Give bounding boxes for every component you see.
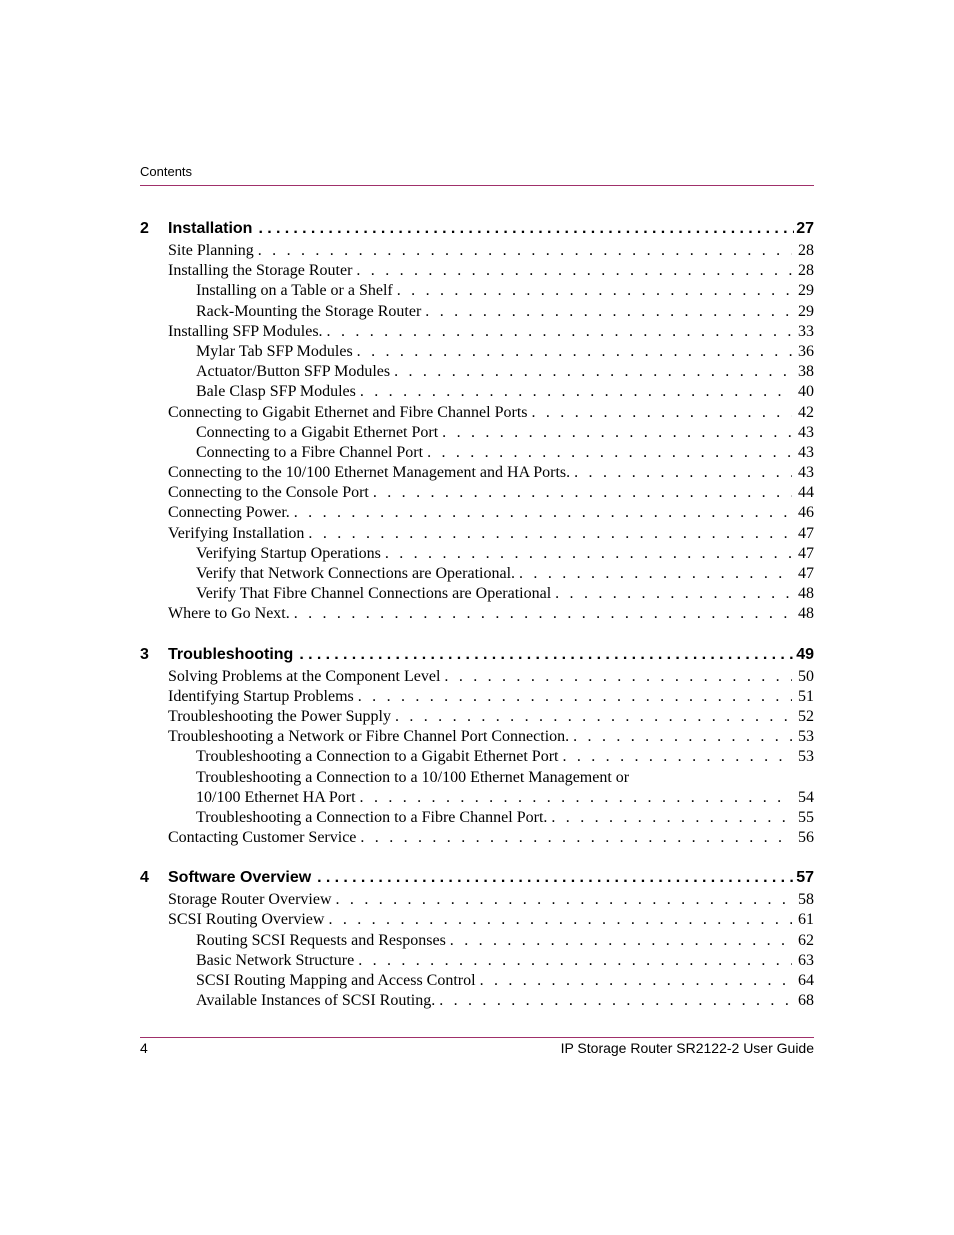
toc-entry-title: Connecting to Gigabit Ethernet and Fibre Channel Ports [168,403,528,421]
toc-entry-title: Contacting Customer Service [168,829,357,847]
toc-entry[interactable] [168,604,814,624]
toc-entry[interactable] [168,261,814,281]
toc-entry[interactable] [196,423,814,443]
toc-entry[interactable] [168,828,814,848]
toc-entry-title: Rack-Mounting the Storage Router [196,302,422,320]
toc-entry-title: Troubleshooting the Power Supply [168,707,391,725]
toc-entry-page: 56 [798,829,814,847]
dot-leader [258,217,794,241]
toc-entry-title: Available Instances of SCSI Routing. [196,992,436,1010]
toc-entry-title: Identifying Startup Problems [168,687,354,705]
toc-entry-title: Solving Problems at the Component Level [168,667,441,685]
dot-leader [519,564,792,584]
dot-leader [555,584,792,604]
toc-entry-page: 63 [798,951,814,969]
toc-entry[interactable] [196,951,814,971]
toc-entry[interactable] [168,524,814,544]
running-header: Contents [140,164,193,179]
toc-entry-page: 52 [798,707,814,725]
toc-entry-page: 42 [798,403,814,421]
toc-entry[interactable] [196,362,814,382]
toc-entry[interactable] [168,463,814,483]
toc-entry[interactable] [196,302,814,322]
toc-entry-title: Verifying Installation [168,524,305,542]
toc-entry-page: 48 [798,605,814,623]
toc-entry-page: 53 [798,748,814,766]
toc-entry-page: 28 [798,262,814,280]
toc-entry[interactable] [196,808,814,828]
dot-leader [444,667,792,687]
dot-leader [308,524,792,544]
toc-entry-title: Verify that Network Connections are Operational. [196,565,516,582]
toc-entry-title-line1[interactable]: Troubleshooting a Connection to a 10/100 Ethernet Management or [196,768,630,786]
toc-entry[interactable] [168,687,814,707]
toc-entry[interactable] [168,241,814,261]
toc-entry[interactable] [196,443,814,463]
toc-entry-title: Installing the Storage Router [168,262,353,280]
dot-leader [394,362,792,382]
toc-entry-title: Connecting to a Fibre Channel Port [196,443,424,461]
toc-entry[interactable] [168,667,814,687]
toc-entry-page: 61 [798,911,814,929]
toc-entry-page: 47 [798,544,814,562]
toc-entry-title: Basic Network Structure [196,951,355,969]
toc-entry[interactable] [168,483,814,503]
dot-leader [397,281,792,301]
chapter-page: 57 [796,869,814,887]
toc-entry-title: 10/100 Ethernet HA Port [196,788,356,806]
toc-entry-page: 28 [798,242,814,259]
toc-entry[interactable] [168,890,814,910]
document-title: IP Storage Router SR2122-2 User Guide [560,1040,814,1056]
toc-entry-page: 54 [798,788,814,806]
toc-entry[interactable] [196,281,814,301]
toc-entry[interactable] [196,991,814,1011]
toc-entry[interactable] [168,707,814,727]
toc-entry-title: Verify That Fibre Channel Connections are Operational [196,585,552,603]
toc-entry-page: 47 [798,524,814,542]
dot-leader [360,382,792,402]
dot-leader [328,910,792,930]
toc-entry-page: 68 [798,992,814,1010]
toc-entry-page: 43 [798,443,814,461]
toc-entry[interactable] [196,382,814,402]
toc-entry[interactable] [196,564,814,584]
dot-leader [258,241,792,261]
dot-leader [427,443,792,463]
table-of-contents [140,217,814,1029]
toc-entry-title: Connecting to the Console Port [168,484,369,502]
chapter-page: 49 [796,645,814,663]
toc-entry[interactable] [196,971,814,991]
dot-leader [357,342,792,362]
dot-leader [573,727,792,747]
header-rule [140,185,814,186]
chapter-3 [140,643,814,849]
chapter-4 [140,866,814,1011]
dot-leader [480,971,792,991]
chapter-2 [140,217,814,625]
toc-entry-page: 43 [798,423,814,441]
toc-entry-page: 64 [798,972,814,989]
dot-leader [551,808,792,828]
dot-leader [336,890,792,910]
toc-entry-page: 62 [798,931,814,949]
dot-leader [360,788,792,808]
toc-entry-page: 55 [798,808,814,826]
page-number: 4 [140,1040,148,1056]
chapter-title: Software Overview [168,869,312,887]
dot-leader [358,951,792,971]
toc-entry-page: 44 [798,484,814,502]
toc-entry-page: 47 [798,565,814,582]
toc-entry-title: Storage Router Overview [168,891,332,909]
toc-entry-title: Mylar Tab SFP Modules [196,342,353,360]
toc-entry-page: 33 [798,322,814,340]
dot-leader [358,687,792,707]
toc-entry-title: SCSI Routing Mapping and Access Control [196,972,476,989]
chapter-number: 2 [140,220,149,237]
toc-entry-title: Verifying Startup Operations [196,544,381,562]
toc-entry-page: 36 [798,342,814,360]
toc-entry-page: 29 [798,302,814,320]
dot-leader [395,707,792,727]
toc-entry-title: Where to Go Next. [168,605,290,623]
chapter-heading[interactable] [140,866,814,890]
toc-entry[interactable] [196,584,814,604]
dot-leader [294,604,792,624]
toc-entry-title: Connecting to the 10/100 Ethernet Management and HA Ports. [168,464,571,482]
footer-rule [140,1037,814,1038]
toc-entry-page: 38 [798,363,814,381]
toc-entry[interactable] [168,910,814,930]
toc-entry-title: Actuator/Button SFP Modules [196,363,391,381]
dot-leader [299,643,794,667]
toc-entry-page: 40 [798,383,814,401]
toc-entry-page: 50 [798,667,814,685]
toc-entry-page: 46 [798,504,814,522]
chapter-title: Troubleshooting [168,645,294,663]
toc-entry-title: Installing SFP Modules. [168,322,323,340]
toc-entry-title: Troubleshooting a Connection to a Fibre Channel Port. [196,808,548,826]
chapter-page: 27 [796,220,814,237]
toc-entry[interactable] [196,931,814,951]
toc-entry-title: Connecting Power. [168,504,290,522]
dot-leader [439,991,792,1011]
toc-entry[interactable] [196,788,814,808]
dot-leader [294,503,792,523]
toc-entry[interactable] [196,342,814,362]
dot-leader [360,828,792,848]
toc-entry-page: 48 [798,585,814,603]
toc-entry[interactable] [168,503,814,523]
dot-leader [574,463,792,483]
chapter-heading[interactable] [140,643,814,667]
toc-entry-title: Troubleshooting a Connection to a Gigabit Ethernet Port [196,748,559,766]
toc-entry-page: 43 [798,464,814,482]
chapter-title: Installation [168,220,253,237]
dot-leader [425,302,792,322]
chapter-number: 4 [140,869,149,887]
toc-entry[interactable] [196,747,814,767]
toc-entry-title: Site Planning [168,242,254,259]
chapter-number: 3 [140,645,149,663]
toc-entry-page: 29 [798,282,814,300]
dot-leader [562,747,792,767]
dot-leader [356,261,792,281]
dot-leader [327,322,792,342]
toc-entry[interactable] [168,322,814,342]
toc-entry-title: Connecting to a Gigabit Ethernet Port [196,423,439,441]
toc-entry-title: Installing on a Table or a Shelf [196,282,393,300]
toc-entry-page: 51 [798,687,814,705]
dot-leader [442,423,792,443]
toc-entry-title: Routing SCSI Requests and Responses [196,931,446,949]
toc-entry[interactable] [168,727,814,747]
dot-leader [450,931,792,951]
dot-leader [385,544,792,564]
dot-leader [532,403,793,423]
dot-leader [373,483,792,503]
toc-entry[interactable] [196,544,814,564]
chapter-heading[interactable] [140,217,814,241]
toc-entry-title: SCSI Routing Overview [168,911,325,929]
dot-leader [317,866,794,890]
toc-entry-page: 53 [798,728,814,746]
toc-entry-title: Bale Clasp SFP Modules [196,383,356,401]
toc-entry-page: 58 [798,891,814,909]
toc-entry[interactable] [168,403,814,423]
toc-entry-title: Troubleshooting a Network or Fibre Channel Port Connection. [168,728,570,746]
